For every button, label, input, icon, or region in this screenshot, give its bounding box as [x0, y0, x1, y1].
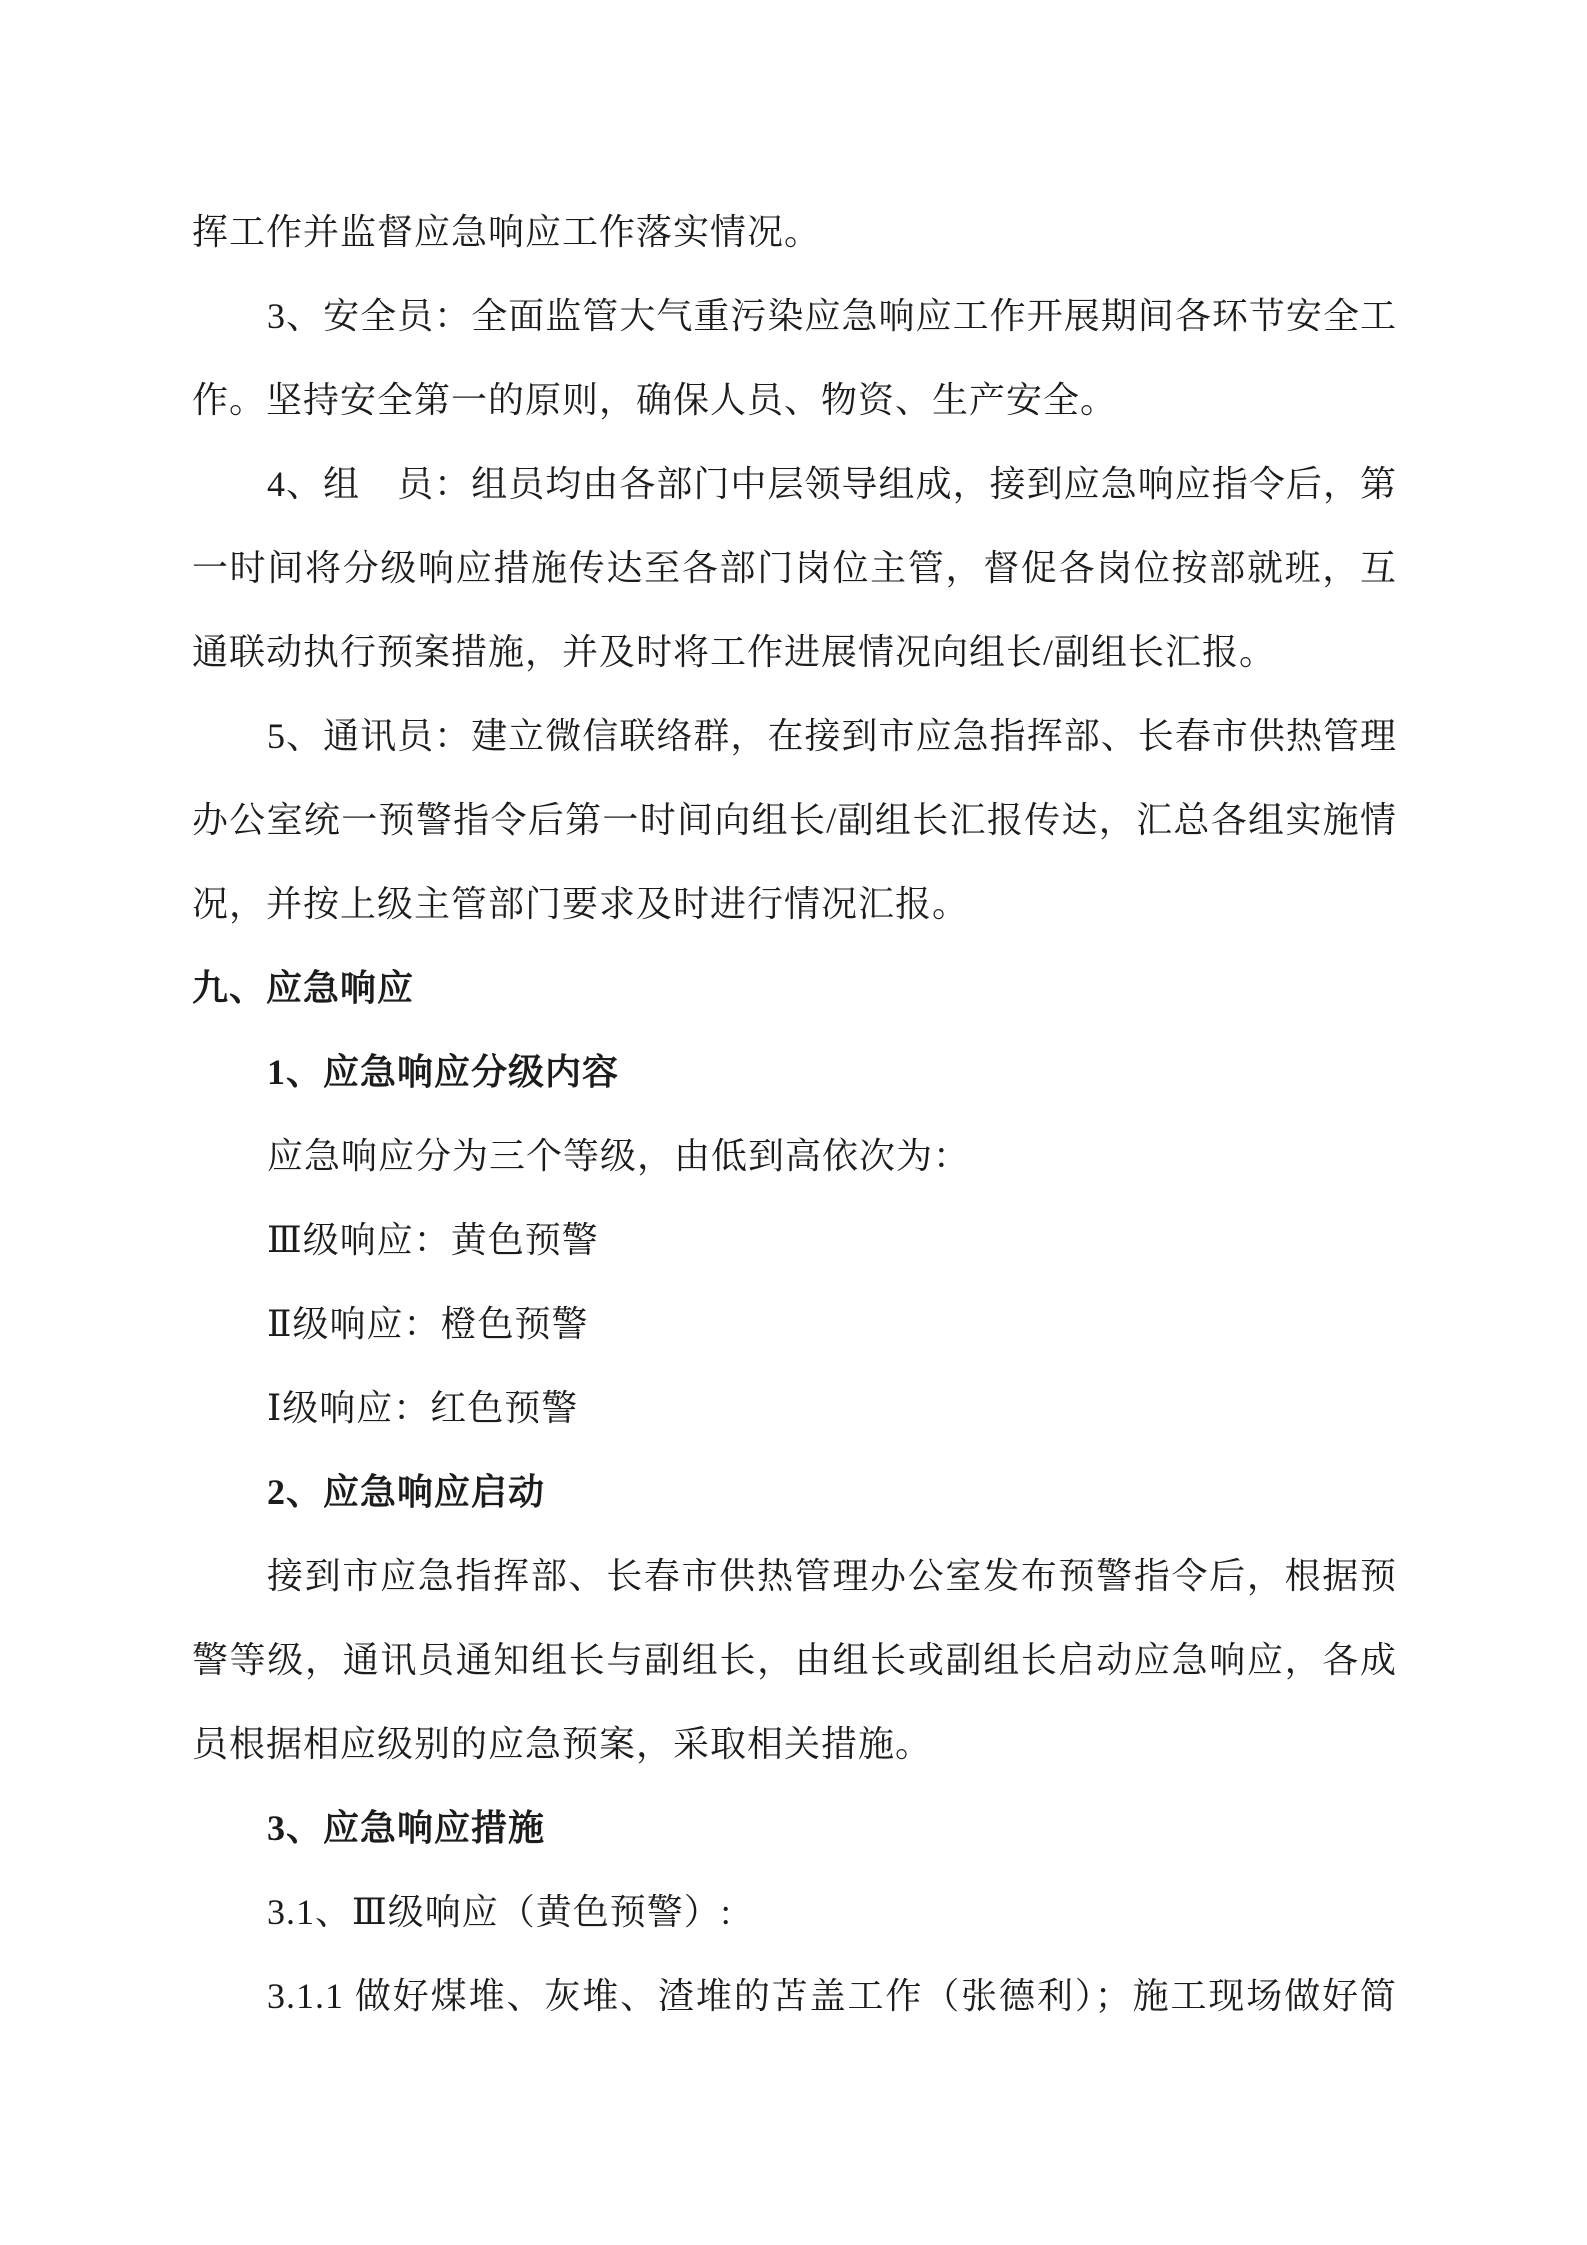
- text-line: 接到市应急指挥部、长春市供热管理办公室发布预警指令后，根据预: [267, 1556, 1397, 1596]
- text-line: 员根据相应级别的应急预案，采取相关措施。: [192, 1724, 933, 1764]
- text-line: Ⅱ级响应：橙色预警: [267, 1304, 589, 1344]
- text-line: 作。坚持安全第一的原则，确保人员、物资、生产安全。: [192, 380, 1118, 420]
- text-line: 应急响应分为三个等级，由低到高依次为：: [267, 1136, 971, 1176]
- text-line: 挥工作并监督应急响应工作落实情况。: [192, 212, 822, 252]
- section-heading: 九、应急响应: [192, 968, 415, 1008]
- section-heading: 3、应急响应措施: [267, 1808, 546, 1848]
- section-heading: 2、应急响应启动: [267, 1472, 546, 1512]
- text-line: 一时间将分级响应措施传达至各部门岗位主管，督促各岗位按部就班，互: [192, 548, 1397, 588]
- text-line: 况，并按上级主管部门要求及时进行情况汇报。: [192, 884, 970, 924]
- text-line: 5、通讯员：建立微信联络群，在接到市应急指挥部、长春市供热管理: [267, 716, 1397, 756]
- document-body: [192, 190, 1397, 2038]
- text-line: 3.1.1 做好煤堆、灰堆、渣堆的苫盖工作（张德利）；施工现场做好简: [267, 1976, 1397, 2016]
- text-line: 3.1、Ⅲ级响应（黄色预警）:: [267, 1892, 732, 1932]
- text-line: Ⅰ级响应：红色预警: [267, 1388, 579, 1428]
- text-line: Ⅲ级响应：黄色预警: [267, 1220, 599, 1260]
- text-line: 警等级，通讯员通知组长与副组长，由组长或副组长启动应急响应，各成: [192, 1640, 1397, 1680]
- text-line: 3、安全员：全面监管大气重污染应急响应工作开展期间各环节安全工: [267, 296, 1397, 336]
- text-line: 办公室统一预警指令后第一时间向组长/副组长汇报传达，汇总各组实施情: [192, 800, 1397, 840]
- text-line: 4、组 员：组员均由各部门中层领导组成，接到应急响应指令后，第: [267, 464, 1397, 504]
- text-line: 通联动执行预案措施，并及时将工作进展情况向组长/副组长汇报。: [192, 632, 1277, 672]
- section-heading: 1、应急响应分级内容: [267, 1052, 620, 1092]
